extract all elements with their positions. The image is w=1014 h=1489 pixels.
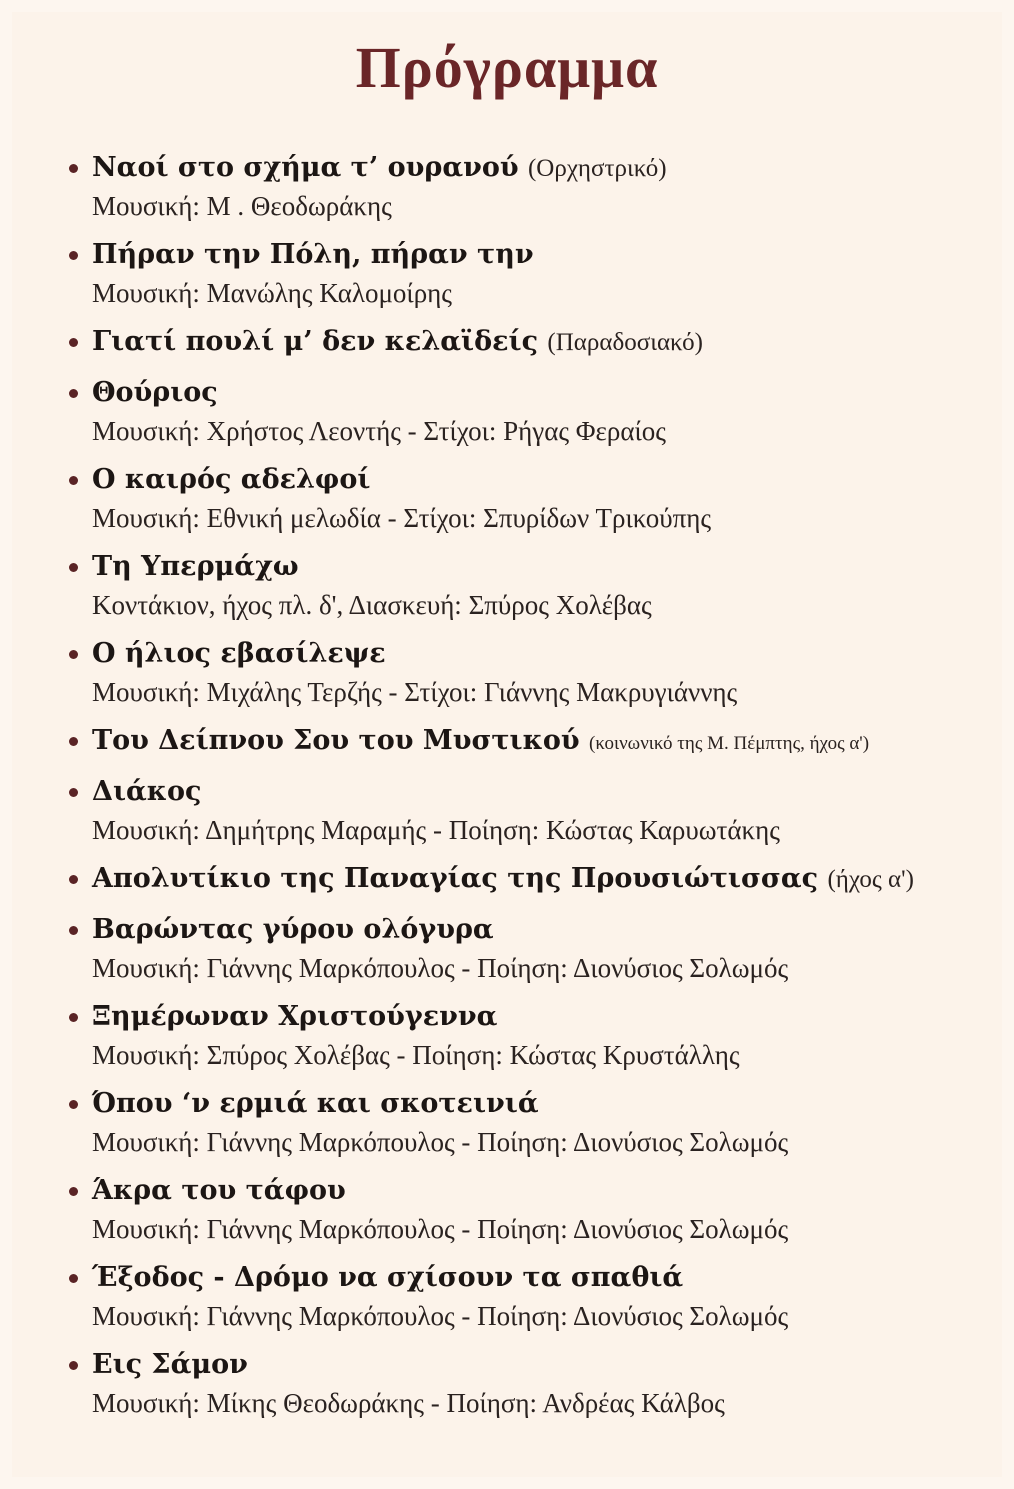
program-item [62, 769, 982, 850]
bullet-icon [69, 389, 78, 398]
program-item [62, 907, 982, 988]
item-title [92, 457, 982, 502]
item-credits: Μουσική: Μίκης Θεοδωράκης - Ποίηση: Ανδρέας Κάλβος [92, 1388, 725, 1418]
page-title: Πρόγραμμα [355, 35, 659, 100]
item-title [92, 232, 982, 277]
bullet-icon [69, 1100, 78, 1109]
item-title-text: Απολυτίκιο της Παναγίας της Προυσιώτισσας [92, 863, 819, 894]
item-title-text: Όπου ‘ν ερμιά και σκοτεινιά [92, 1088, 539, 1119]
program-item [62, 994, 982, 1075]
bullet-icon [69, 563, 78, 572]
item-title-text: Ξημέρωναν Χριστούγεννα [92, 1001, 498, 1032]
bullet-icon [69, 1187, 78, 1196]
item-title-text: Του Δείπνου Σου του Μυστικού [92, 725, 580, 756]
program-page [12, 12, 1002, 1477]
bullet-icon [69, 875, 78, 884]
item-title-text: Γιατί πουλί μ’ δεν κελαϊδείς [92, 326, 539, 357]
program-item [62, 457, 982, 538]
program-item [62, 319, 982, 364]
bullet-icon [69, 476, 78, 485]
item-note: (κοινωνικό της Μ. Πέμπτης, ήχος α') [589, 733, 870, 754]
program-item [62, 1168, 982, 1249]
program-item [62, 1255, 982, 1336]
program-item [62, 544, 982, 625]
item-title [92, 1342, 982, 1387]
item-title-text: Εις Σάμον [92, 1349, 248, 1380]
program-item [62, 1342, 982, 1423]
program-item [62, 1081, 982, 1162]
item-title-text: Ο καιρός αδελφοί [92, 464, 371, 495]
bullet-icon [69, 788, 78, 797]
item-credits: Μουσική: Δημήτρης Μαραμής - Ποίηση: Κώστας Καρυωτάκης [92, 815, 780, 845]
item-note: (Παραδοσιακό) [547, 329, 703, 356]
item-credits: Μουσική: Χρήστος Λεοντής - Στίχοι: Ρήγας Φεραίος [92, 416, 666, 446]
item-title [92, 1255, 982, 1300]
item-credits: Μουσική: Γιάννης Μαρκόπουλος - Ποίηση: Διονύσιος Σολωμός [92, 1214, 789, 1244]
program-item [62, 631, 982, 712]
item-title-text: Έξοδος - Δρόμο να σχίσουν τα σπαθιά [92, 1262, 684, 1293]
item-credits: Μουσική: Εθνική μελωδία - Στίχοι: Σπυρίδων Τρικούπης [92, 503, 712, 533]
program-item [62, 370, 982, 451]
bullet-icon [69, 926, 78, 935]
program-item [62, 718, 982, 763]
item-title-text: Πήραν την Πόλη, πήραν την [92, 239, 534, 270]
item-note: (ήχος α') [827, 866, 914, 893]
bullet-icon [69, 164, 78, 173]
item-title [92, 1168, 982, 1213]
item-title-text: Ναοί στο σχήμα τ’ ουρανού [92, 152, 519, 183]
bullet-icon [69, 650, 78, 659]
item-credits: Μουσική: Γιάννης Μαρκόπουλος - Ποίηση: Διονύσιος Σολωμός [92, 1127, 789, 1157]
program-item [62, 232, 982, 313]
item-title [92, 718, 982, 763]
item-title [92, 994, 982, 1039]
item-title [92, 631, 982, 676]
item-credits: Μουσική: Σπύρος Χολέβας - Ποίηση: Κώστας Κρυστάλλης [92, 1040, 740, 1070]
bullet-icon [69, 1361, 78, 1370]
item-title [92, 769, 982, 814]
item-title [92, 1081, 982, 1126]
bullet-icon [69, 737, 78, 746]
item-credits: Μουσική: Μ . Θεοδωράκης [92, 191, 392, 221]
item-title [92, 145, 982, 190]
item-title-text: Τη Υπερμάχω [92, 551, 299, 582]
program-list [62, 145, 982, 1429]
bullet-icon [69, 1013, 78, 1022]
item-title [92, 544, 982, 589]
item-title-text: Άκρα του τάφου [92, 1175, 346, 1206]
item-title-text: Ο ήλιος εβασίλεψε [92, 638, 386, 669]
bullet-icon [69, 1274, 78, 1283]
item-title [92, 319, 982, 364]
program-item [62, 856, 982, 901]
item-title [92, 370, 982, 415]
item-title [92, 856, 982, 901]
item-credits: Μουσική: Γιάννης Μαρκόπουλος - Ποίηση: Διονύσιος Σολωμός [92, 1301, 789, 1331]
bullet-icon [69, 338, 78, 347]
item-credits: Μουσική: Γιάννης Μαρκόπουλος - Ποίηση: Διονύσιος Σολωμός [92, 953, 789, 983]
item-title-text: Διάκος [92, 776, 202, 807]
item-title-text: Βαρώντας γύρου ολόγυρα [92, 914, 494, 945]
program-item [62, 145, 982, 226]
item-credits: Μουσική: Μανώλης Καλομοίρης [92, 278, 452, 308]
item-credits: Μουσική: Μιχάλης Τερζής - Στίχοι: Γιάννης Μακρυγιάννης [92, 677, 738, 707]
item-note: (Ορχηστρικό) [527, 155, 667, 182]
item-title [92, 907, 982, 952]
item-credits: Κοντάκιον, ήχος πλ. δ', Διασκευή: Σπύρος Χολέβας [92, 590, 652, 620]
item-title-text: Θούριος [92, 377, 218, 408]
bullet-icon [69, 251, 78, 260]
